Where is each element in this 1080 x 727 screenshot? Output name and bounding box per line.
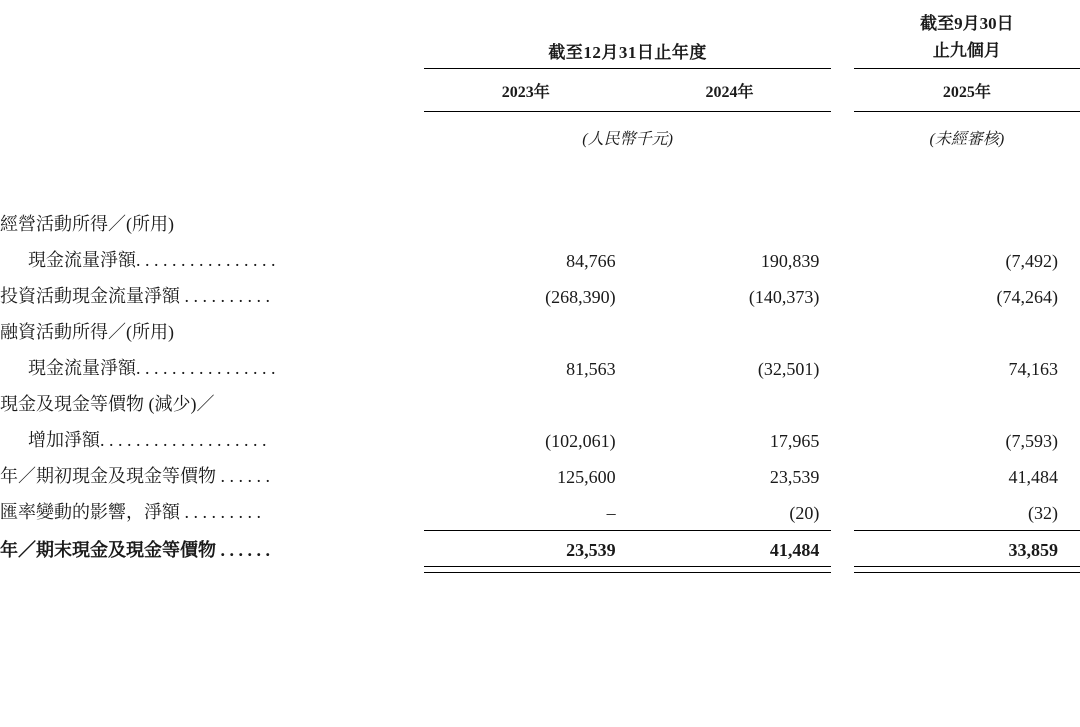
table-row	[0, 313, 1080, 349]
row-value-2023: (268,390)	[545, 287, 616, 307]
header-year-2023: 2023年	[501, 84, 550, 101]
header-year-2024: 2024年	[705, 84, 754, 101]
row-label: 融資活動所得／(所用)	[0, 322, 174, 342]
header-gap-cell-b	[831, 36, 853, 67]
header-row-years	[0, 69, 1080, 111]
table-row	[0, 205, 1080, 241]
total-gap	[831, 531, 853, 567]
row-value-2024	[628, 205, 832, 241]
header-empty-cell	[0, 0, 424, 36]
row-value-2024: (20)	[789, 503, 820, 523]
table-row	[0, 241, 1080, 277]
row-label: 現金流量淨額. . . . . . . . . . . . . . . .	[28, 250, 276, 270]
row-gap	[831, 205, 853, 241]
row-value-2024: 23,539	[769, 467, 820, 487]
row-value-2024: (140,373)	[748, 287, 820, 307]
header-9m-line1: 截至9月30日	[920, 14, 1014, 33]
row-value-2025: 41,484	[1008, 467, 1058, 487]
row-gap	[831, 277, 853, 313]
row-value-2023: 81,563	[566, 359, 616, 379]
header-year-2025: 2025年	[942, 84, 991, 101]
header-row-group-main	[0, 36, 1080, 67]
header-gap-cell	[831, 0, 853, 36]
row-value-2025	[854, 313, 1080, 349]
header-9m-line2: 止九個月	[932, 41, 1001, 60]
row-gap	[831, 313, 853, 349]
bottom-padding	[0, 573, 1080, 580]
table-row	[0, 349, 1080, 385]
row-label: 現金及現金等價物 (減少)／	[0, 394, 215, 414]
row-value-2023: –	[606, 503, 616, 523]
row-value-2025: (7,593)	[1005, 431, 1058, 451]
row-value-2024: 17,965	[769, 431, 820, 451]
row-value-2023: (102,061)	[545, 431, 616, 451]
row-value-2024: 190,839	[760, 251, 820, 271]
row-value-2023	[424, 205, 628, 241]
row-value-2024	[628, 385, 832, 421]
header-empty-cell-2024	[628, 0, 832, 36]
row-value-2025: 74,163	[1008, 359, 1058, 379]
table-row-total	[0, 531, 1080, 567]
row-label: 匯率變動的影響，淨額 . . . . . . . . .	[0, 502, 261, 522]
total-value-2023: 23,539	[566, 540, 616, 560]
row-value-2025: (7,492)	[1005, 251, 1058, 271]
header-unaudited-note: (未經審核)	[929, 131, 1005, 148]
header-empty-cell-b	[0, 36, 424, 67]
header-row-currency	[0, 112, 1080, 154]
row-gap	[831, 421, 853, 457]
row-gap	[831, 457, 853, 493]
row-label: 年／期初現金及現金等價物 . . . . . .	[0, 466, 270, 486]
total-row-label: 年／期末現金及現金等價物 . . . . . .	[0, 539, 270, 560]
row-gap	[831, 493, 853, 529]
header-years-group-label: 截至12月31日止年度	[548, 43, 707, 62]
header-empty-cell-2023	[424, 0, 628, 36]
row-value-2025	[854, 205, 1080, 241]
row-value-2023	[424, 313, 628, 349]
header-gap-cell-c	[831, 69, 853, 111]
row-gap	[831, 241, 853, 277]
header-gap-cell-d	[831, 112, 853, 154]
total-value-2025: 33,859	[1008, 540, 1058, 560]
row-label: 現金流量淨額. . . . . . . . . . . . . . . .	[28, 358, 276, 378]
table-row	[0, 493, 1080, 529]
row-value-2023	[424, 385, 628, 421]
table-row	[0, 457, 1080, 493]
row-label: 投資活動現金流量淨額 . . . . . . . . . .	[0, 286, 270, 306]
header-row-group-top	[0, 0, 1080, 36]
header-currency-note: (人民幣千元)	[582, 131, 673, 148]
header-bottom-spacer	[0, 153, 1080, 205]
row-value-2024: (32,501)	[757, 359, 820, 379]
row-gap	[831, 385, 853, 421]
table-row	[0, 421, 1080, 457]
header-empty-cell-c	[0, 69, 424, 111]
total-value-2024: 41,484	[769, 540, 820, 560]
row-value-2023: 84,766	[566, 251, 616, 271]
row-label: 經營活動所得／(所用)	[0, 214, 174, 234]
table-row	[0, 277, 1080, 313]
header-empty-cell-d	[0, 112, 424, 154]
row-gap	[831, 349, 853, 385]
row-value-2025: (74,264)	[996, 287, 1058, 307]
row-value-2025	[854, 385, 1080, 421]
row-value-2025: (32)	[1028, 503, 1058, 523]
row-label: 增加淨額. . . . . . . . . . . . . . . . . . .	[28, 430, 267, 450]
table-row	[0, 385, 1080, 421]
row-value-2024	[628, 313, 832, 349]
row-value-2023: 125,600	[557, 467, 616, 487]
